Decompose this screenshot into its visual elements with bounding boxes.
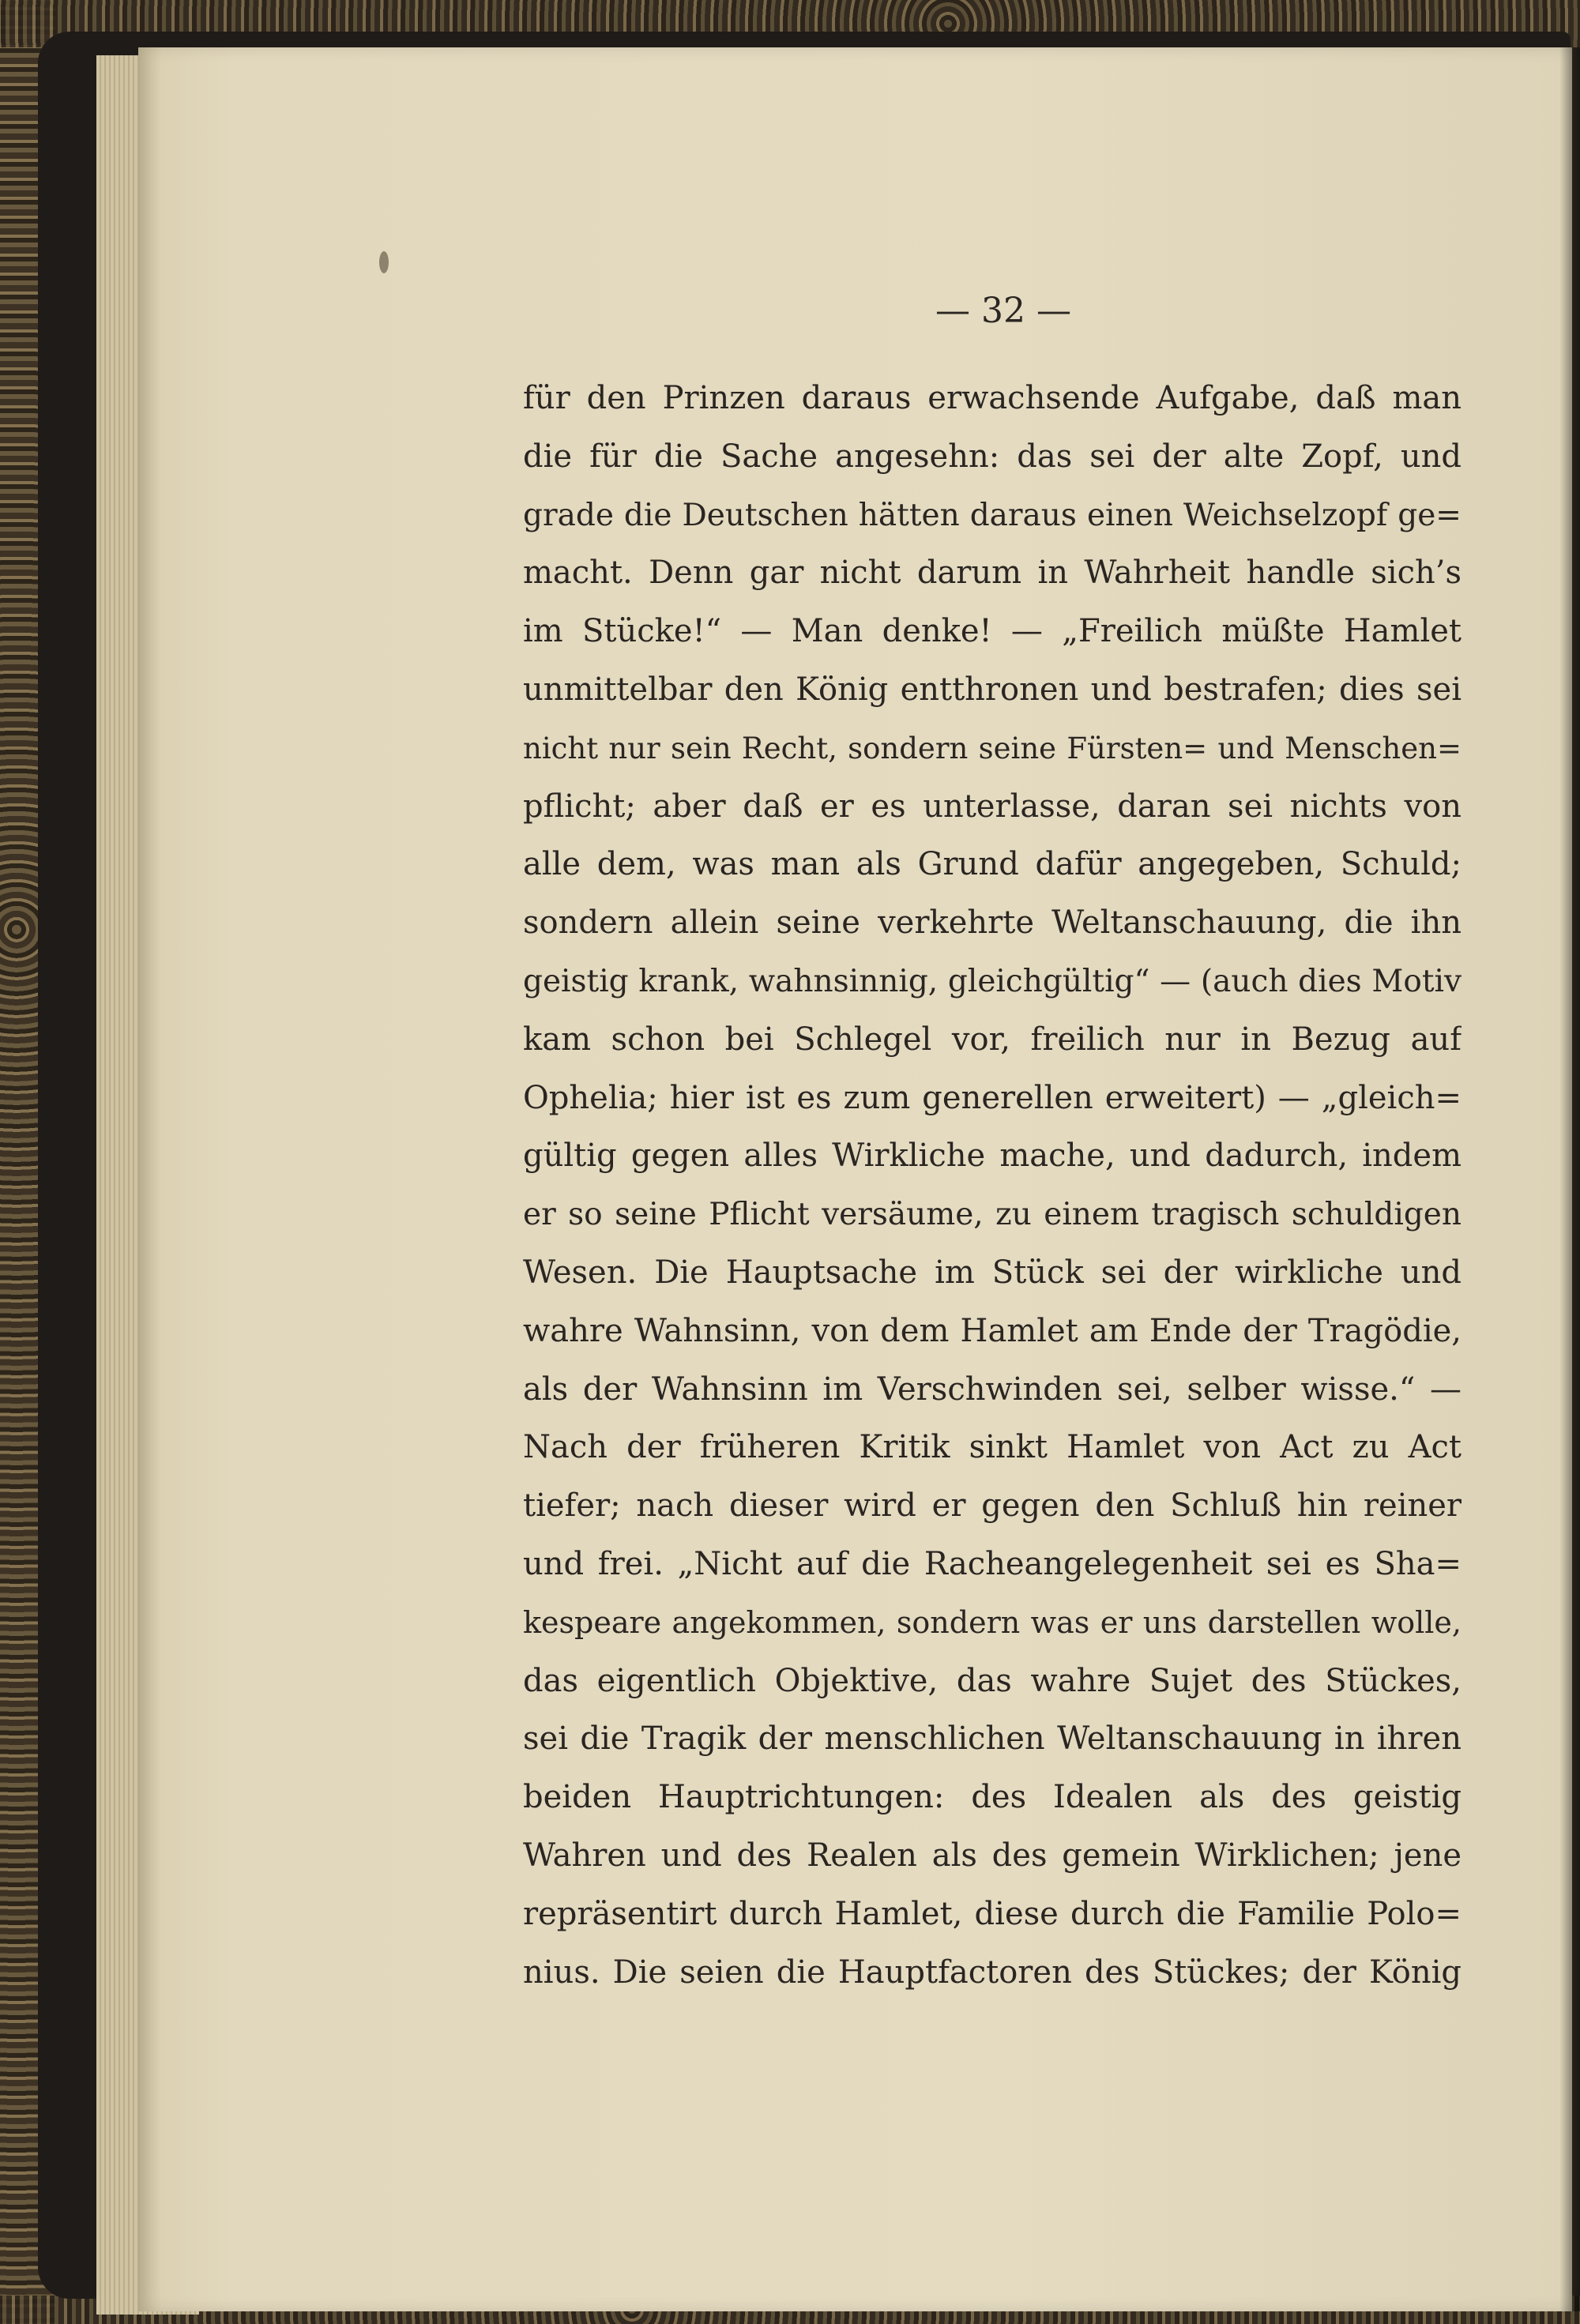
text-line: pflicht; aber daß er es unterlasse, daran sei nichts von <box>523 788 1462 825</box>
text-line: tiefer; nach dieser wird er gegen den Schluß hin reiner <box>523 1487 1462 1525</box>
text-line: macht. Denn gar nicht darum in Wahrheit handle sich’s <box>523 555 1462 592</box>
text-line: die für die Sache angesehn: das sei der alte Zopf, und <box>523 438 1462 475</box>
spine-shadow <box>1559 47 1580 2311</box>
text-line: grade die Deutschen hätten daraus einen Weichselzopf ge= <box>523 497 1462 533</box>
text-line: er so seine Pflicht versäume, zu einem tragisch schuldigen <box>523 1197 1462 1233</box>
text-line: als der Wahnsinn im Verschwinden sei, selber wisse.“ — <box>523 1371 1462 1408</box>
text-line: nicht nur sein Recht, sondern seine Fürsten= und Menschen= <box>523 731 1462 765</box>
text-line: wahre Wahnsinn, von dem Hamlet am Ende der Tragödie, <box>523 1312 1462 1349</box>
text-line: geistig krank, wahnsinnig, gleichgültig“ — (auch dies Motiv <box>523 963 1462 999</box>
body-text <box>523 370 1462 2002</box>
text-line: beiden Hauptrichtungen: des Idealen als des geistig <box>523 1779 1462 1816</box>
text-line: Ophelia; hier ist es zum generellen erweitert) — „gleich= <box>523 1079 1462 1116</box>
text-line: das eigentlich Objektive, das wahre Sujet des Stückes, <box>523 1662 1462 1699</box>
text-line: kespeare angekommen, sondern was er uns darstellen wolle, <box>523 1604 1462 1640</box>
ink-spot <box>379 251 389 273</box>
text-line: sondern allein seine verkehrte Weltanschauung, die ihn <box>523 904 1462 942</box>
text-line: alle dem, was man als Grund dafür angegeben, Schuld; <box>523 846 1462 883</box>
text-line: repräsentirt durch Hamlet, diese durch die Familie Polo= <box>523 1895 1462 1932</box>
text-line: im Stücke!“ — Man denke! — „Freilich müßte Hamlet <box>523 613 1462 650</box>
text-line: Wahren und des Realen als des gemein Wirklichen; jene <box>523 1837 1462 1874</box>
text-line: und frei. „Nicht auf die Racheangelegenheit sei es Sha= <box>523 1545 1462 1582</box>
text-line: gültig gegen alles Wirkliche mache, und dadurch, indem <box>523 1138 1462 1175</box>
text-line: sei die Tragik der menschlichen Weltanschauung in ihren <box>523 1720 1462 1758</box>
page-number: — 32 — <box>935 291 1071 331</box>
text-line: unmittelbar den König entthronen und bestrafen; dies sei <box>523 671 1462 708</box>
text-line: Nach der früheren Kritik sinkt Hamlet von Act zu Act <box>523 1429 1462 1466</box>
text-line: Wesen. Die Hauptsache im Stück sei der wirkliche und <box>523 1254 1462 1291</box>
text-line: kam schon bei Schlegel vor, freilich nur in Bezug auf <box>523 1021 1462 1058</box>
text-line: nius. Die seien die Hauptfactoren des Stückes; der König <box>523 1954 1462 1991</box>
text-line: für den Prinzen daraus erwachsende Aufgabe, daß man <box>523 380 1462 416</box>
